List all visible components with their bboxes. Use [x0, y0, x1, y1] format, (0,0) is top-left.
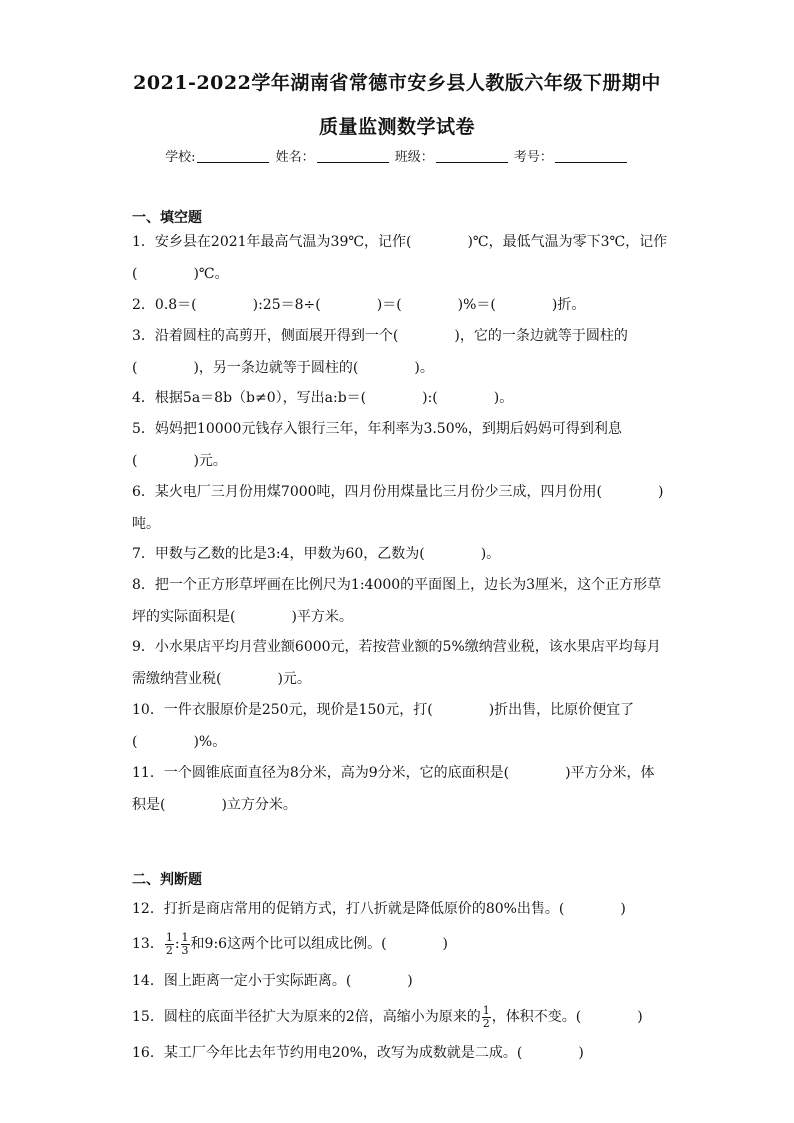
- question-15: [132, 1001, 672, 1033]
- question-15-post: ，体积不变。( ): [491, 1009, 643, 1025]
- question-13-colon: :: [174, 936, 180, 952]
- fraction-denominator: 2: [165, 943, 173, 957]
- question-7-line1: 7．甲数与乙数的比是3:4，甲数为60，乙数为( )。: [132, 546, 501, 562]
- class-label: 班级：: [394, 150, 434, 165]
- school-label: 学校:: [165, 150, 196, 165]
- question-13: [132, 928, 672, 960]
- question-15-fraction: [482, 1005, 491, 1030]
- question-1-line1: 1．安乡县在2021年最高气温为39℃，记作( )℃，最低气温为零下3℃，记作: [132, 234, 668, 250]
- question-13-fraction-2: [181, 932, 190, 957]
- exam-no-blank[interactable]: [555, 150, 627, 163]
- name-label: 姓名：: [275, 150, 315, 165]
- section-fill-heading: 一、填空题: [132, 210, 202, 226]
- question-5: [132, 413, 672, 477]
- fraction-numerator: 1: [165, 930, 173, 944]
- question-8-line1: 8．把一个正方形草坪画在比例尺为1:4000的平面图上，边长为3厘米，这个正方形草: [132, 577, 662, 593]
- question-4: [132, 382, 672, 414]
- question-6-line1: 6．某火电厂三月份用煤7000吨，四月份用煤量比三月份少三成，四月份用( ): [132, 484, 664, 500]
- question-9-line2: 需缴纳营业税( )元。: [132, 671, 311, 687]
- question-1: [132, 226, 672, 290]
- question-11-line2: 积是( )立方分米。: [132, 797, 297, 813]
- school-blank[interactable]: [197, 150, 269, 163]
- question-12: [132, 893, 672, 925]
- fraction-denominator: 3: [181, 943, 189, 957]
- question-15-pre: 15．圆柱的底面半径扩大为原来的2倍，高缩小为原来的: [132, 1009, 481, 1025]
- question-4-line1: 4．根据5a＝8b（b≠0），写出a:b＝( ):( )。: [132, 390, 514, 406]
- question-2: [132, 289, 672, 321]
- section-judge-heading: 二、判断题: [132, 872, 202, 888]
- question-11: [132, 757, 672, 821]
- fraction-numerator: 1: [181, 930, 189, 944]
- question-5-line1: 5．妈妈把10000元钱存入银行三年，年利率为3.50%，到期后妈妈可得到利息: [132, 421, 622, 437]
- question-8: [132, 569, 672, 633]
- question-14-line1: 14．图上距离一定小于实际距离。( ): [132, 973, 413, 989]
- student-info-row: [0, 146, 794, 165]
- question-12-line1: 12．打折是商店常用的促销方式，打八折就是降低原价的80%出售。( ): [132, 901, 626, 917]
- class-blank[interactable]: [436, 150, 508, 163]
- question-8-line2: 坪的实际面积是( )平方米。: [132, 609, 353, 625]
- question-6-line2: 吨。: [132, 516, 160, 532]
- question-10-line2: ( )%。: [132, 734, 227, 750]
- question-3: [132, 320, 672, 384]
- question-11-line1: 11．一个圆锥底面直径为8分米，高为9分米，它的底面积是( )平方分米，体: [132, 765, 655, 781]
- question-3-line2: ( )，另一条边就等于圆柱的( )。: [132, 360, 434, 376]
- page-title-line2: 质量监测数学试卷: [318, 116, 475, 138]
- question-2-line1: 2．0.8＝( ):25＝8÷( )＝( )%＝( )折。: [132, 297, 586, 313]
- question-10-line1: 10．一件衣服原价是250元，现价是150元，打( )折出售，比原价便宜了: [132, 702, 635, 718]
- question-9: [132, 631, 672, 695]
- question-13-rest: 和9:6这两个比可以组成比例。( ): [190, 936, 449, 952]
- fraction-numerator: 1: [482, 1003, 490, 1017]
- question-16-line1: 16．某工厂今年比去年节约用电20%，改写为成数就是二成。( ): [132, 1045, 584, 1061]
- name-blank[interactable]: [317, 150, 389, 163]
- fraction-denominator: 2: [482, 1016, 490, 1030]
- question-7: [132, 538, 672, 570]
- question-14: [132, 965, 672, 997]
- question-3-line1: 3．沿着圆柱的高剪开，侧面展开得到一个( )，它的一条边就等于圆柱的: [132, 328, 628, 344]
- question-1-line2: ( )℃。: [132, 266, 229, 282]
- page-title-line1: 2021-2022学年湖南省常德市安乡县人教版六年级下册期中: [133, 72, 661, 94]
- question-5-line2: ( )元。: [132, 453, 227, 469]
- question-13-fraction-1: [165, 932, 174, 957]
- question-6: [132, 476, 672, 540]
- question-10: [132, 694, 672, 758]
- exam-no-label: 考号：: [513, 150, 553, 165]
- question-9-line1: 9．小水果店平均月营业额6000元，若按营业额的5%缴纳营业税，该水果店平均每月: [132, 639, 661, 655]
- question-13-prefix: 13．: [132, 936, 164, 952]
- question-16: [132, 1037, 672, 1069]
